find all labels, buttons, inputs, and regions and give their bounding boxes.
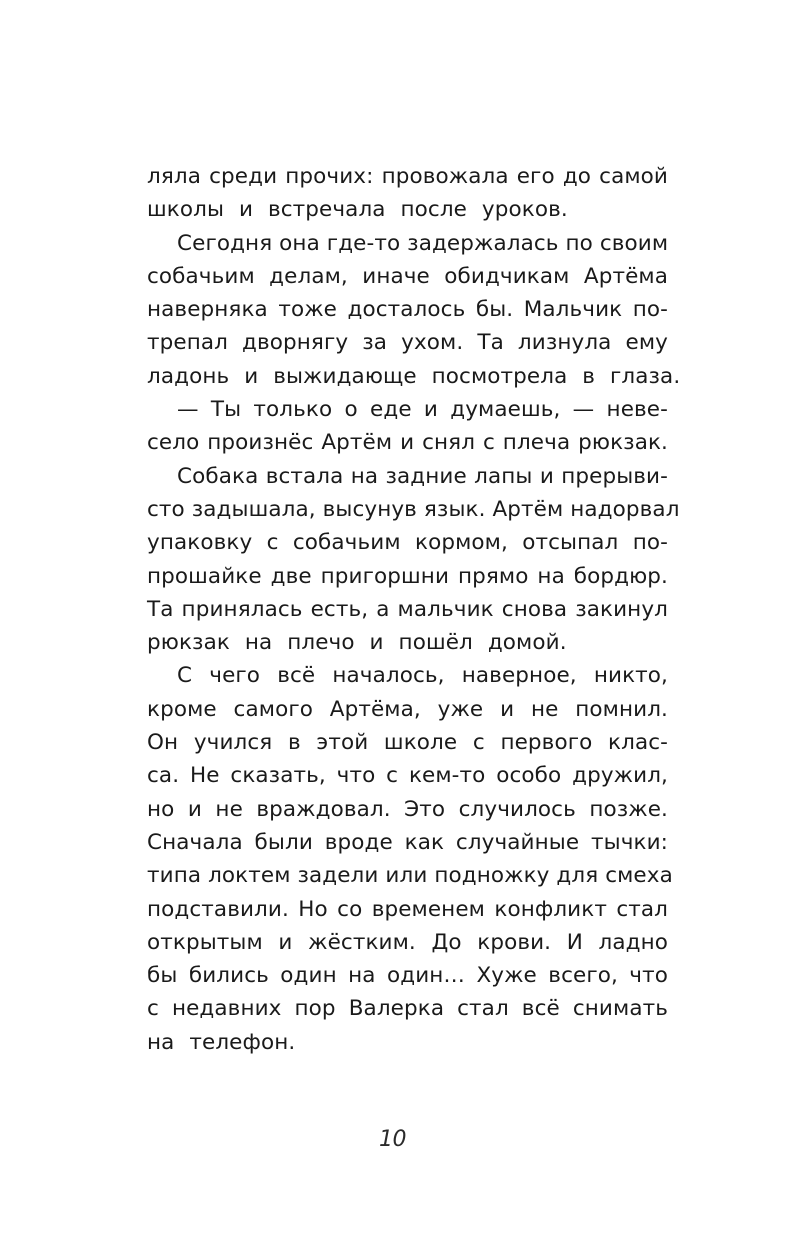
text-line: — Ты только о еде и думаешь, — неве- [177, 397, 668, 423]
text-line: но и не враждовал. Это случилось позже. [147, 796, 668, 822]
text-line: бы бились один на один… Хуже всего, что [147, 963, 668, 989]
text-line: рюкзак на плечо и пошёл домой. [147, 630, 567, 656]
text-line: ляла среди прочих: провожала его до самой [147, 164, 668, 189]
text-line: Собака встала на задние лапы и прерыви- [177, 463, 668, 489]
text-line: С чего всё началось, наверное, никто, [177, 663, 668, 689]
text-line: са. Не сказать, что с кем-то особо дружил, [147, 763, 668, 789]
text-line: прошайке две пригоршни прямо на бордюр. [147, 563, 668, 589]
text-line: ладонь и выжидающе посмотрела в глаза. [147, 363, 681, 389]
body-text [147, 160, 681, 1059]
text-line: Сначала были вроде как случайные тычки: [147, 829, 668, 855]
text-line: собачьим делам, иначе обидчикам Артёма [147, 263, 668, 289]
text-line: подставили. Но со временем конфликт стал [147, 896, 668, 922]
text-line: школы и встречала после уроков. [147, 197, 568, 223]
text-line: упаковку с собачьим кормом, отсыпал по- [147, 530, 668, 556]
text-line: трепал дворнягу за ухом. Та лизнула ему [147, 330, 668, 356]
text-line: село произнёс Артём и снял с плеча рюкзак. [147, 430, 668, 456]
text-line: наверняка тоже досталось бы. Мальчик по- [147, 297, 668, 323]
text-line: Он учился в этой школе с первого клас- [147, 730, 668, 756]
text-line: открытым и жёстким. До крови. И ладно [147, 929, 668, 955]
page-number: 10 [379, 1127, 406, 1152]
text-line: с недавних пор Валерка стал всё снимать [147, 996, 668, 1022]
text-line: Сегодня она где-то задержалась по своим [177, 230, 669, 256]
text-line: кроме самого Артёма, уже и не помнил. [147, 696, 668, 722]
text-line: на телефон. [147, 1029, 296, 1055]
text-line: типа локтем задели или подножку для смеха [147, 863, 673, 889]
text-line: Та принялась есть, а мальчик снова закинул [147, 596, 668, 622]
text-line: сто задышала, высунув язык. Артём надорвал [147, 496, 680, 522]
